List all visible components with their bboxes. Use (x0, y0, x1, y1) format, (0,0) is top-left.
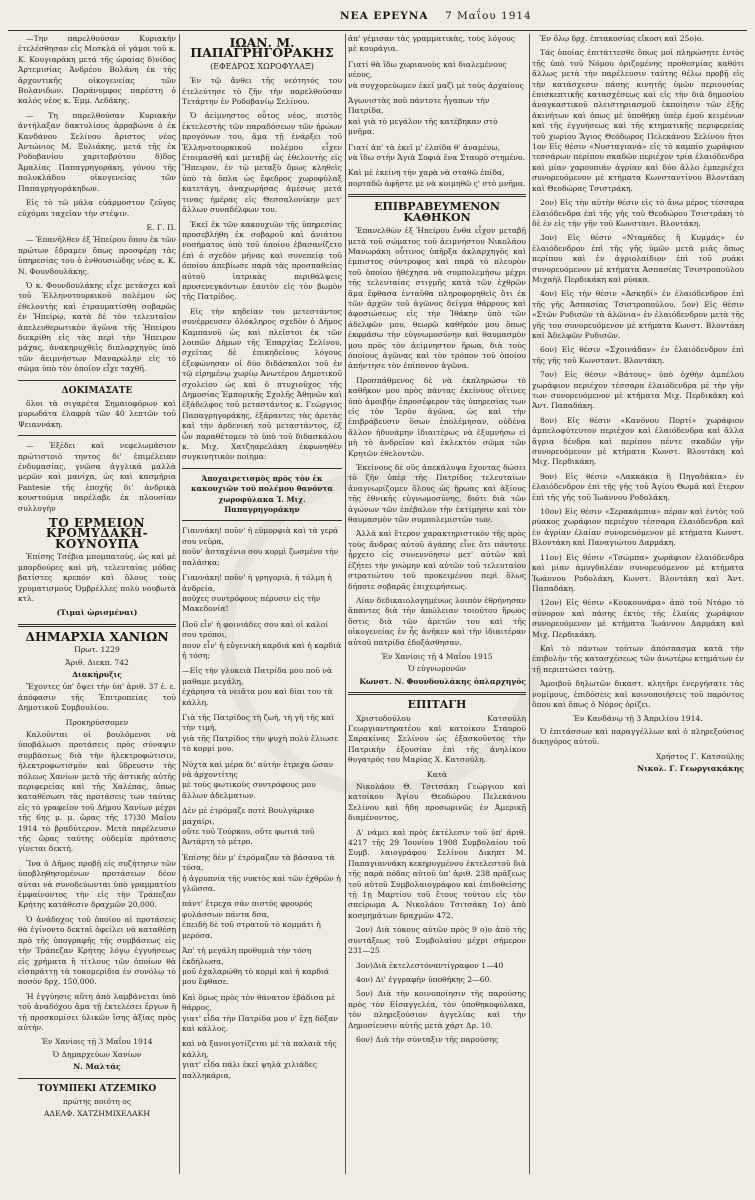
divider (18, 624, 176, 627)
summons-instruction: Ἀμοιβοῦ δηλωτῶν δικαστ. κλητῆρι ἐνεργήσατε τὰς νομίμους, ἐπιδόσεις καὶ κοινοποιήσεις τοῦ παρόντος ὅπου καὶ ὅπως ὁ Νόμος ὁρίζει. (532, 679, 744, 709)
poem-stanza: Νύχτα καὶ μέρα δι' αὐτήν ἐτρεχα ὥσαν νὰ ἀρχοντίτης μὲ τοὺς φωτικοὺς συντρόφους μου ἄλλων ἀδελματων. (182, 759, 334, 800)
summons-signature-1: Χρήστος Γ. Κατσούλης (655, 751, 744, 761)
divider (18, 1078, 176, 1079)
masthead-date: 7 Μαΐου 1914 (445, 10, 532, 22)
property-item: 8ον) Εἰς θέσιν «Κανόνου Πορτί» χωράφιον ἀμπελοφύτευτον περιέχον καὶ ἐλαιόδενδρα καὶ ἄλλα ἄγρια δένδρα καὶ περίπου πέντε σκαδῶν γῆν συνορευόμενον μὲ κτήματα Κωνστ. Βλοντάκη καὶ Μιχ. Περδικάκη. (532, 415, 744, 467)
social-note-signature: Ε. Γ. Π. (146, 222, 176, 232)
proclamation-release: Ἡ ἐγγύησις αὕτη ἀπὸ λαμβάνεται ὑπὸ τοῦ ἀναδόχου ἅμα τῇ ἐκτελέσει ἔργων ἢ τῇ προσκομίσει ὑλικῶν ἴσης ἀξίας πρὸς αὐτήν. (18, 991, 176, 1032)
summons-note: Καὶ τὸ πάντων τούτων ἀπόσπασμα κατὰ τὴν ἐπιβολὴν τῆς κατασχέσεως τῶν ἀνωτέρω κτημάτων ἐν τῇ περιπτώσει ταύτῃ. (532, 643, 744, 674)
summons-against: Κατὰ (426, 769, 448, 779)
summons-heading: ΕΠΙΤΑΓΗ (407, 698, 467, 712)
poem-stanza: Δὲν μὲ ἐτρόμαζε ποτὲ Βουλγάρικο μαχαίρι, οὔτε τοῦ Τούρκου, οὔτε φωτιά τοῦ Ἀντάρτη τὸ μέτρο. (182, 806, 315, 847)
summons-defendant: Νικολάου Θ. Τσιτσάκη Γεώργιου καὶ κατοίκου Ἁγίου Θεοδώρου Πελεκάνου Σελίνου καὶ ἤδη προσωρινῶς ἐν Ἀμερικῇ διαμένοντος. (348, 782, 526, 823)
poem-stanza: Ποῦ εἶν' ἡ φοινιάδες σου καὶ οἱ καλοί σου τρόποι, πουν εἶν' ἡ εὐγενικὴ καρδιά καὶ ἡ καρδιὰ ἡ τόση; (182, 619, 342, 660)
property-item: 4ον) Εἰς τὴν θέσιν «Ἀσκηδί» ἐν ἐλαιόδενδρον ἐπὶ τῆς γῆς Ἀσπασίας Τσιστροπούλου, 5ον) Εἰς θέσιν «Στῶν Ρυδισῶν τὰ ἀλῶνια» ἐν ἐλαιόδενδρον μετὰ τῆς γῆς του συνορευόμενον μὲ κτήματα Κωνστ. Βλοντάκη καὶ Ἀδελφῶν Ρυδισῶν. (532, 289, 744, 340)
rewarded-duty-heading: ΕΠΙΒΡΑΒΕΥΜΕΝΟΝ ΚΑΘΗΚΟΝ (374, 200, 500, 224)
municipality-heading: ΔΗΜΑΡΧΙΑ ΧΑΝΙΩΝ (25, 628, 169, 644)
dispatch-number: Ἀριθ. Διεκπ. 742 (65, 657, 129, 667)
property-item: 6ον) Εἰς θέσιν «Σχοινάδαν» ἐν ἐλαιόδενδρον ἐπὶ τῆς γῆς τοῦ Κωνσταντ. Βλοντάκη. (532, 345, 744, 365)
masthead-rule (8, 30, 747, 31)
shop-ad-intro: — Ἐξέδει καὶ νεφελωμάσιον πρώτιστοιὸ τηντος δι' ἐπιμέλειαν ἐνδυμασίας, γνῶσα ἀγγλικά μαλλὰ μερῶν καὶ μανίχα, ὡς καὶ κασμήρια Fantesie τῆς ἐποχῆς δι' ἀνδρικὰ κουστούμια παρέλαβε ἐκ πλουσίαν συλλογὴν (18, 441, 176, 513)
property-item: 2ον) Εἰς τὴν αὐτὴν θέσιν εἰς τὸ ἄνω μέρος τέσσαρα ἐλαιόδενδρα ἐπὶ τῆς γῆς τοῦ Θεοδώρου Τσιστράκη τὸ δὲ ἐν εἰς τὴν γῆν τοῦ Κωνσταντ. Βλοντάκη. (532, 198, 744, 228)
summons-signers: Ὁ ἐπιτάσσων καὶ παραγγέλλων καὶ ὁ πληρεξούσιος δικηγόρος αὐτοῦ. (532, 726, 744, 747)
protocol-number: Πρωτ. 1229 (74, 645, 120, 655)
rewarded-duty-text: Ἀλλὰ καὶ ἔτερον χαρακτηριστικὸν τῆς πρὸς τοὺς ἄνδρας αὐτοῦ ἀγάπης εἶνε ὅτι πάντοτε ἦρχετο εἰς συνεννόησιν μετ' αὐτῶν καὶ ἐζήτει τὴν γνώμην καὶ αὐτῶν τοῦ τελευταίου στρατιώτου τοῦ προκειμένου περὶ ὅλως δήποτε σοβαρᾶς ἐπιχειρήσεως. (348, 529, 526, 591)
poem-stanza: πάντ' ἔτρεχα σὰν πιστὸς φρουρός φυλάσσων πάντα δσα, ἐπειδὴ δὲ τοῦ στρατοῦ τὸ κομμάτι ἡ μερόσα. (182, 899, 321, 940)
summons-total: Ἐν ὅλῳ δρχ. ἑπτακοσίας εἴκοσι καὶ 25ο)ο. (540, 34, 704, 43)
property-item: 9ον) Εἰς θέσιν «Λακκάκια ἢ Πηγαδάκια» ἐν ἐλαιόδενδρον ἐπὶ τῆς γῆς τοῦ Ἀγίου Θωμᾶ καὶ ἕτερον ἐπὶ τῆς γῆς τοῦ Ἰωάννου Ροδολάκη. (532, 471, 744, 502)
rewarded-duty-date: Ἐν Χανίοις τῇ 4 Μαΐου 1915 (381, 651, 493, 661)
tobacco-ad-seller: ΑΔΕΛΦ. ΧΑΤΖΗΜΙΧΕΛΑΚΗ (44, 1109, 150, 1119)
proclaim-heading: Προκηρύσσομεν (65, 717, 129, 727)
rewarded-duty-text: Ἐπανελθὼν ἐξ Ἠπείρου ἔνθα εἶχον μεταβῇ μετὰ τοῦ σώματος τοῦ ἀειμνήστου Νικολάου Μανωράκη οὗτινος ὑπῆρξα ἀκλαρχηγὸς καὶ ἐμπιστος σύντροφος καὶ παρὰ τὸ πλευρὸν τοῦ ὁποίου ἠθέχησα νὰ συμπολεμήσω μέχρι τῆς τελευταίας στιγμῆς κατὰ τῶν ἐχθρῶν ἄμα ἔφθασα ἐνταῦθα πληροφορηθεὶς ὅτι ἐκ τῶν ἀρχῶν τοῦ ἀγῶνος δεῖγμα θάρρους καὶ ἀφοσιώσεως εἰς τὴν Ἰθάκην ὑπὸ τῶν ἀδελφῶν μου, θεωρῶ καθῆκόν μου ὅπως ἐκφράσω τὴν εὐγνωμοσύνην καὶ θαυμασμὸν μου πρὸς τὸν ἀείμνηστον ἥρωα, διὰ τοὺς ὁποίους ἀγῶνας καὶ τὸν τρόπον τοῦ ὁποίου ἀπήντησε τὸν ἐπίπονον ἀγῶνα. (348, 226, 526, 371)
proclamation-guarantee: Ὁ ἀνάδοχος τοῦ ὁποίου αἱ προτάσεις θὰ ἐγίνοντο δεκταὶ ὀφείλει νὰ καταθέσῃ πρὸ τῆς ὑπογραφῆς τῆς συμβάσεως εἰς τὴν Τράπεζαν Κρήτης λόγῳ ἐγγυήσεως εἰς χρήματα ἢ τίτλους τῶν ὁποίων θὰ εἰσπράττῃ τὰ τοκομερίδια ἑν συνόλῳ τὸ ποσὸν δρχ. 150,000. (18, 914, 176, 987)
divider (182, 468, 342, 469)
shop-ad-text: Ἐπίσης Τσέβια μπομπατοὺς, ὡς καὶ μὲ μπορδούρες καὶ μὴ, τελευταίας μόδας βατίστες κρεπόν καὶ ὅλους τοὺς χρυματισμοὺς Ὀμβρέλλες πολὺ νουβωτὰ κτλ. (18, 552, 176, 603)
poem-continuation: Γιατί θὰ ἴδω χωριανοὺς καὶ διαλεμένους νέους, νὰ συγχορεύωμεν ἐκεῖ μαζὶ μὲ τοὺς ἀρχαίους (348, 59, 524, 90)
summons-item: 6ον) Διὰ τὴν σύνταξιν τῆς παρούσης (356, 1034, 499, 1044)
column-3 (348, 34, 526, 1174)
poem-stanza: Ἐπίσης δὲν μ' ἐτρόμαζαν τὰ βάσανα τὰ τόσα, ἡ ἀγρυπνία τῆς νυκτὸς καὶ τῶν ἐχθρῶν ἡ γλῶσσα. (182, 852, 341, 894)
column-divider (179, 34, 180, 1174)
shop-ad-name: ΤΟ ΕΡΜΕΙΟΝ ΚΡΟΜΥΔΑΚΗ-ΚΟΥΝΟΥΠΑ (45, 516, 149, 551)
column-divider (345, 34, 346, 1174)
return-note: — Ἐπανῆλθεν ἐξ Ἠπείρου ὅπου ἐκ τῶν πρώτων ἔδραμεν ὅπως προσφέρῃ τὰς ὑπηρεσίας του ὁ ἐνθουσιώδης νέος κ. Κ. Ν. Φουνδουλάκης. (18, 235, 176, 276)
poem-continuation: Καὶ μὲ ἐκείνη τὴν χαρὰ νὰ σταθῶ ἐπίδα, πορταδῶ ἀφῆστε με νὰ κοιμηθῶ ς' στὸ μνῆμα. (348, 168, 526, 188)
column-2 (182, 34, 342, 1174)
poem-stanza: Γιαννάκη! ποῦν' ἡ εὐμορφιὰ καὶ τὰ γερά σου νεῦρα, ποῦν' ἀσταχένιο σου κορμὶ ζωσμένο τὴν παλάσκα; (182, 526, 339, 567)
divider (18, 435, 176, 436)
proclamation-text: Ἔχοντες ὑπ' ὄψει τὴν ὑπ' ἀριθ. 37 ἐ. ε. ἀπόφασιν τῆς Ἐπιτροπείας τοῦ Δημοτικοῦ Συμβουλίου. (18, 682, 176, 713)
poem-continuation: Γιατί ἀπ' τὰ ἐκεῖ μ' ἐλπίδα θ' ἀναμένω, νὰ ἴδω στὴν Ἁγιὰ Σοφιὰ ἕνα Σταυρὸ στημένο. (348, 142, 525, 163)
cigarette-ad-text: ὅλοι τὰ σιγαρέτα Σημαιοφόρων καὶ μυρωδάτα ἐλαφρὰ τῶν 40 λεπτῶν τοῦ Ψειαννάκη. (18, 399, 176, 429)
property-item: 3ον) Εἰς θέσιν «Νταμάδες ἢ Κυμμάς» ἐν ἐλαιόδενδρον ἐπὶ τῆς γῆς ὑμῶν μετὰ μιᾶς ὅπως περίπου καὶ ἐν ἀγριολαίδιον ἐπὶ τοῦ ρυάκι συνορευόμενον μὲ κτήματα Ἀσπασίας Τσιστροπούλου Μιχαὴλ Περδικάκη καὶ ρύακα. (532, 233, 744, 284)
poem-stanza: —Εἰς τὴν γλυκειὰ Πατρίδα μου ποῦ νὰ μαθαμε μεγάλη, ἐχάρησα τὰ νειᾶτα μου καὶ δίαι του τὰ κάλλη. (182, 666, 333, 707)
return-note-detail: Ὁ κ. Φουνδουλάκης εἶχε μετάσχει καὶ τοῦ Ἑλληνοτουρκικοῦ πολέμου ὡς ἐθελοντὴς καὶ ἐτραυματίσθη σοβαρῶς ἐν Ἠπείρῳ, κατὰ δὲ τὸν τελευταῖον ἀπελευθερωτικὸν ἀγῶνα τῆς Ἠπείρου διεκρίθη εἰς τὰς περὶ τὴν Ἠπειρον μάχας, ἀνακηρυχθεὶς διπλαρχηγὸς ὑπὸ τῶν ἀειμνήστων Μαναρώλην εἰς τὸ σῶμα ὑπὸ τὸν ὁποῖον εἶχε ταχθῆ. (18, 280, 176, 374)
divider (182, 520, 342, 521)
proclamation-date: Ἐν Χανίοις τῇ 3 Μαΐου 1914 (41, 1037, 153, 1047)
rewarded-duty-text: Προσπάθμενος δὲ νὰ ἐκπληρώσω τὸ καθῆκον μου πρὸς πάντας ἐκείνους οἵτινες ὑπὸ ἀμοιβὴν ἐπροσέφερον τὰς ὑπηρεσίας των εἰς τὸν Ἱερὸν ἀγῶνα, ὡς καὶ τὴν ἐπιβράβευσιν ὅσων ἐπολέμησαν, οὐδένα ἄλλον ἠδυνάμην ἰδιαιτέρως νὰ ἐξυμνήσω εἰ μὴ τὸ ἀνδρεῖον καὶ ἐκλεκτόν σῶμα τῶν Κρητῶν ἐθελοντῶν. (348, 375, 526, 458)
masthead (0, 8, 755, 26)
mayor-role: Ὁ Δημαρχεύων Χανίων (52, 1049, 142, 1059)
social-note-engagement: — Τη παρελθούσαν Κυριακήν ἀντήλαξαν δακτυλίους ἀρραβώνα ὁ ἐκ Κανδάνου Σελίνου ἄριστος νέος Ἀντώνιος Μ. Ξυλιάκης, μετά τῆς ἐκ Ροδοβανίου χαριτοβρύτου δ)δος Ἀμαλίας Παπαγρηγοράκη, γόνου τῆς πολυκλάδου οἰκογενείας τῶν Παπαγρηγοράκηδων. (18, 110, 176, 193)
cigarette-ad-title: ΔΟΚΙΜΑΣΑΤΕ (61, 385, 133, 396)
rewarded-duty-text: Ἐκείνους δὲ οὓς ἀπεκάλυψα ἔχοντας δώσει τὸ ζῆν ὑπὲρ τῆς Πατρίδος τελευταίων ἀναγνωρίζομεν ὅλους ὡς ἥρωας καὶ ἀξίους τῆς ἐθνικῆς εὐγνωμοσύνης, διότι διὰ τῶν ἀγώνων τῶν ἐπέβαλον τὴν ἐκτίμησιν καὶ τὸν θαυμασμὸν τῶν συμπολεμιστῶν των. (348, 463, 526, 525)
summons-plaintiff: Χριστοδούλου Κατσούλη Γεωργιαντηρατέου καὶ κατοίκου Σταυροῦ Σαρακίνας Σελίνου ὡς ἐξασκοῦντος τὴν Πατρικὴν ἐξουσίαν ἐπὶ τῆς ἀνηλίκου θυγατρός του Μαρίας Χ. Κατσούλη. (348, 713, 526, 765)
divider (348, 194, 526, 197)
divider (18, 380, 176, 381)
property-item: 10ον) Εἰς θέσιν «Σερακάμπια» πέραν καὶ ἐντὸς τοῦ ρύακος χωράφιον περιέχον τέσσαρα ἐλαιόδενδρα καὶ ἐν ἀγρίαν ἐλαίαν συνορευόμενον μὲ κτήματα Κωνστ. Βλοντάκη καὶ Παναγιώτου Δαρμάκη. (532, 507, 744, 548)
obituary-intro: Ἐν τῷ ἄνθει τῆς νεότητός του ἐτελεύτησε τὸ ζῆν τὴν παρελθοῦσαν Τετάρτην ἐν Ροδοβανίῳ Σελίνου. (182, 76, 342, 107)
poem-stanza: Γιαννάκη! ποῦν' ἡ γρηγοριὰ, ἡ τόλμη ἡ ἀνδρεία, ποῦχες συντρόφους πέρυσιν εἰς τὴν Μακεδονία! (182, 573, 332, 614)
proclamation-body: Καλοῦνται οἱ βουλόμενοι νὰ ὑποβάλωσι προτάσεις πρὸς σύναψιν συμβάσεως διὰ τὴν ἠλεκτροφώτισιν, ἠλεκτροφωτισμὸν καὶ ὕδρευσιν τῆς πόλεως Χανίων μετὰ τῆς ἀστικῆς αὐτῆς περιφερείας καὶ τῆς Χαλέπας, ὅπως καταθέσωσι τὰς προτάσεις των ταύτας εἰς τὸ γραφεῖον τοῦ Δήμου Χανίων μέχρι τῆς 6ης μ. μ. ὥρας τῆς 17)30 Μαΐου 1914 τὸ βραδύτερον. Μετὰ παρέλευσιν τῆς ὥρας ταύτης οὐδεμία πρότασις γίνεται δεκτή. (18, 729, 176, 854)
poem-continuation: ἀπ' γέμισαν τὰς γραμματικὰς, τοὺς λόγους μὲ κουράγια. (348, 34, 516, 54)
obituary-funeral: Εἰς τὴν κηδείαν του μετεστάντος συνέρρευσεν ὁλόκληρος σχεδὸν ὁ Δῆμος Καμπανοῦ ὡς καὶ πλεῖστοι ἐκ τῶν λοιπῶν Δήμων τῆς Ἐπαρχίας Σελίνου, σχεῖτας δὲ ἐπικηδείους λόγους ἐξεφώνησαν οἱ δύο διδάσκαλοι τοῦ ἐν τῷ εἰρημένῳ χωρίῳ Ἀνωτέρου Δημοτικοῦ σχολείου ὡς καὶ ὁ πτυχιοῦχος τῆς Δημοσίας Ἐμπορικῆς Σχολῆς Ἀθηνῶν καὶ ἐξάδελφος τοῦ μεταστάντος κ. Γεώργιος Παπαγρηγοράκης, ἐξάραντες τὰς ἀρετὰς καὶ τὴν ἀρδενική τοῦ μεταστάντος, ἐξ ὧν παραθέτομεν τὸ ὑπὸ τοῦ διδασκάλου κ. Μιχ. Χατζηαρελάκη ἐκφωνηθὲν συγκινητικὸν ποίημα: (182, 306, 342, 462)
tobacco-ad-title: ΤΟΥΜΠΕΚΙ ΑΤΖΕΜΙΚΟ (37, 1083, 157, 1094)
summons-item: 4ον) Δι' ἐγγραφὴν ὑποθήκης 2—60. (356, 974, 492, 984)
social-note-wish: Εἰς τὸ τῶ μάλα εὐάρμοστον ζεῦγος εὐχόμαι ταχεῖαν τὴν στέψιν. (18, 198, 176, 218)
rewarded-duty-text: Λίαν δεδικαιολογημένως λοιπὸν ἐθρήνησαν ἅπαντες διὰ τὴν ἀπώλειαν τοιούτου ἥρωος ὅστις διὰ τῶν ἀρετῶν του καὶ τῆς οἰκογενείας ἐν ἧς ἀνῆκεν καὶ τὴν ἰδιαιτέραν αὐτοῦ πατρίδα ἐδοξάσθησαν. (348, 595, 526, 647)
rewarded-duty-closing: Ὁ εὐγνωμονῶν (408, 664, 466, 674)
tobacco-ad-quality: πρώτης ποιότη ος (62, 1096, 132, 1106)
summons-item: 3ον)Διὰ ἐκτελεστόναντίγραφον 1—40 (356, 960, 504, 970)
divider (348, 692, 526, 695)
poem-title: Ἀποχαιρετισμὸς πρὸς τὸν ἐκ κακουχιῶν τοῦ πολέμου θανόντα χωροφύλακα Ἰ. Μιχ. Παπαγρηγοράκην (190, 473, 334, 515)
summons-claim: Δ' νάμει καὶ πρὸς ἐκτέλεσιν τοῦ ὑπ' ἀριθ. 4217 τῆς 29 Ἰουνίου 1908 Συμβολαίου τοῦ Συμβ. λαιογράφου Σελίνου Δικηπτ Μ. Παπαγιαννάκη κεκηρυγμένου ἐκτελεστοῦ διὰ τῆς παρὰ πόδας αὐτοῦ ὑπ' ἀριθ. 238 πρᾶξεως τοῦ αὐτοῦ Συμβολαιογράφου καὶ ἐπιδοθείσης τῇ 1ῃ Μαρτίου τοῦ ἔτους τούτου εἰς τὸν σπείρωμα Α. Νικολάου Τσιτσάκη 1ο) ἀπὸ κοσμημάτων δραχμῶν 472. (348, 827, 526, 920)
obituary-heading: ΙΩΑΝ. Μ. ΠΑΠΑΓΡΗΓΟΡΑΚΗΣ (190, 35, 334, 61)
proclamation-deposit: Ἵνα ὁ Δῆμος προβῇ εἰς συζήτησιν τῶν ὑποβληθησομένων προτάσεων δέον αὐται νὰ συνοδεύωνται ὑπὸ γραμματίου ἐμφαίνοντος τὴν εἰς τὴν Τράπεζαν Κρήτης κατάθεσιν δραχμῶν 20,000. (18, 858, 176, 910)
proclamation-heading: Διακήρυξις (72, 669, 122, 679)
column-1 (18, 34, 176, 1174)
obituary-illness: Ἐκεῖ ἐκ τῶν κακουχιῶν τῆς ὑπηρεσίας προσεβλήθη ἐκ σοβαροῦ καὶ ἀνιάτου νοσήματος ὑπὸ τοῦ ὁποίου ἐβασανίζετο ἐπὶ ὁ σχεδὸν μῆνας καὶ συνεπείᾳ τοῦ ὁποίου ἀπεβίωσε παρὰ τὰς προσπαθείας αὐτοῦ ἰατρικὰς περιθάλψεις προσενεγκόντων ἑαυτὸν εἰς τὸν βωμὸν τῆς Πατρίδος. (182, 219, 342, 302)
masthead-title: ΝΕΑ ΕΡΕΥΝΑ (340, 10, 429, 22)
poem-stanza: καὶ νὰ ξανοιγοτίζεται μὲ τὰ παλαιὰ τῆς κάλλη, γιατ' εἶδα πάλι ἐκεῖ ψηλὰ χιλιάδες παλληκάρια, (182, 1039, 337, 1080)
poem-stanza: Ἀπ' τὴ μεγάλη προθυμιὰ τὴν τόση ἐκδήλωσα, μοῦ ἐχαλαρώθη τὸ κορμὶ καὶ ἡ καρδιά μου ἔφθασε. (182, 946, 330, 987)
summons-signature-2: Νικολ. Γ. Γεωργιακάκης (637, 764, 744, 773)
column-4 (532, 34, 744, 1174)
shop-ad-prices: (Τιμαὶ ὡρισμέναι) (56, 608, 138, 618)
property-item: 11ον) Εἰς θέσιν «Τσώμπα» χωράφιον ἐλαιόδενδρα καὶ μίαν ἀμυγδαλέαν συνορευόμενον μὲ κτήματα Ἰωάννου Ροδολάκη, Κωνστ. Βλοντάκη καὶ Ἀντ. Παπαδάκη. (532, 552, 744, 593)
property-item: 7ον) Εἰς θέσιν «Βάτους» ὑπὸ ὀχθὴν ἀμπέλου χωράφιον περιέχον τέσσαρα ἐλαιόδενδρα μὲ τὴν γῆν των συνορευόμενον μὲ κτήματα Μιχ. Περδικάκη καὶ Ἀντ. Παπαδάκη. (532, 370, 744, 411)
poem-stanza: Καὶ ὅμως πρὸς τὸν θάνατον ἐβάδισα μὲ θάρρος, γιατ' εἶδα τὴν Πατρίδα μου ν' ἔχῃ δόξαν καὶ κάλλος. (182, 992, 339, 1033)
rewarded-duty-signature: Κωνστ. Ν. Φουνδουλάκης ὁπλαρχηγός (359, 676, 526, 686)
obituary-subheading: (ΕΦΕΔΡΟΣ ΧΩΡΟΦΥΛΑΞ) (210, 61, 314, 71)
mayor-name: Ν. Μαλτάς (73, 1062, 121, 1072)
summons-item: 5ον) Διὰ τὴν κοινοποίησιν τῆς παρούσης πρὸς τὸν Εἰσαγγελέα, τὸν ὑποθηκοφύλακα, τὸν πληρεξούσιον ἀγγελίας καὶ τὴν Δημοσίευσιν αὐτῆς μετὰ χάρτ Δρ. 10. (348, 989, 526, 1030)
obituary-service: Ὁ ἀείμνηστος οὗτος νέος, πιστὸς ἐκτελεστὴς τῶν παραδόσεων τῶν ἡρώων προγόνων του, ἅμα τῇ ἐνάρξει τοῦ Ἑλληνοτουρκικοῦ πολέμου εἶχεν ἑτοιμασθῆ καὶ μεταβῇ ὡς ἐθελοντὴς εἰς Ἤπειρον, ἐν τῷ μεταξὺ ὅμως κληθεὶς ὑπὸ τὰ ὅπλα ὡς ἔφεδρος χωροφύλαξ κατετάγη, ἀναχωρήσας ἀμέσως μετά τινας ἡμέρας εἰς Θεσσαλονίκην μετ' ἄλλων συναδέλφων του. (182, 111, 342, 215)
summons-order: Τάς ὁποίας ἐπιτάττεσθε ὅπως μοὶ πληρώσητε ἐντὸς τῆς ὑπὸ τοῦ Νόμου ὁριζομένης προθεσμίας καθότι ἄλλως μετὰ τὴν παρέλευσιν ταύτης θέλω προβῇ εἰς τὴν κατάσχεσιν πάσης κινητῆς ὑμῶν περιουσίας ἐπισκεπτικῆς κατασχέσεως καὶ εἰς τὴν διὰ δημοσίου ἀναγκαστικοῦ πλειστηριασμοῦ ἐκποίησιν τῶν ἑξῆς ἀκινήτων καὶ ὁπως μὲ ὑποθήκῃ ὑπὲρ ἐμοῦ κειμένων καὶ τῆς ἐγγυήσεως καὶ τῆς κτηματικῆς περιφερείας τοῦ χωρίου Ἅγιος Θεόδωρος Πελεκάνου Σελίνου ἤτοι 1ον Εἰς θέσιν «Νυσταγιανά» εἰς τὸ καμπίο χωράφιον τεσσάρων περίπου σκαδῶν περιέχον τρία ἐλαιόδενδρα καὶ μίαν χαρουπιάν ἀγρίαν καὶ δύο ἄλλο ἐμπεριέχει συνορευόμενον μὲ κτήματα Κωνσταντίνου Βλοντάκη καὶ Θεοδώρας Τσιστράκη. (532, 48, 744, 193)
poem-continuation: Ἀγωνιστὰς ποῦ πάντοτε ἦγαπων τὴν Πατρίδα, καὶ γιὰ τὸ μεγάλον τῆς κατέβηκαν στὸ μνῆμα. (348, 96, 498, 137)
summons-item: 2ον) Διὰ τόκους αὐτῶν πρὸς 9 ο)ο ἀπὸ τῆς συντάξεως τοῦ Συμβολαίου μέχρι σήμερον 231—25 (348, 925, 526, 956)
summons-date: Ἐν Κανδάνῳ τῇ 3 Ἀπριλίου 1914. (573, 714, 703, 724)
social-note-wedding: —Την παρελθούσαν Κυριακήν ἐτελέσθησαν εἰς Μεσκλά οἱ γάμοι τοῦ κ. Κ. Κουγιαράκη μετά τῆς ὡραίας δ)νίδος Ἀρτεμισίας Ἀνδρέου Βολάνη ἐκ τῆς ἀρχοντικῆς οἰκογενείας τῶν Βολανιδων. Παράνυμφος παρέστη ὁ καλός νέος κ. Ἐμμ. Λεδάκης. (18, 34, 176, 106)
column-divider (529, 34, 530, 1174)
poem-stanza: Γιὰ τῆς Πατρίδος τὴ ζωὴ, τὴ γῆ τῆς καὶ τὴν τιμή, γιὰ τῆς Πατρίδος τὴν ψυχὴ πολὺ ἔλιωσε τὸ κορμί μου. (182, 712, 339, 754)
property-item: 12ον) Εἰς θέσιν «Κουκουνάρα» ἀπὸ τοῦ Ντάρο τὸ σύνορον καὶ πάσης ἐκτὸς τῆς ἐλαίας χωράφιον συνορευόμενον μὲ κτήματα Ἰωάννου Δαρμάκη καὶ Μιχ. Περδικάκη. (532, 598, 744, 639)
